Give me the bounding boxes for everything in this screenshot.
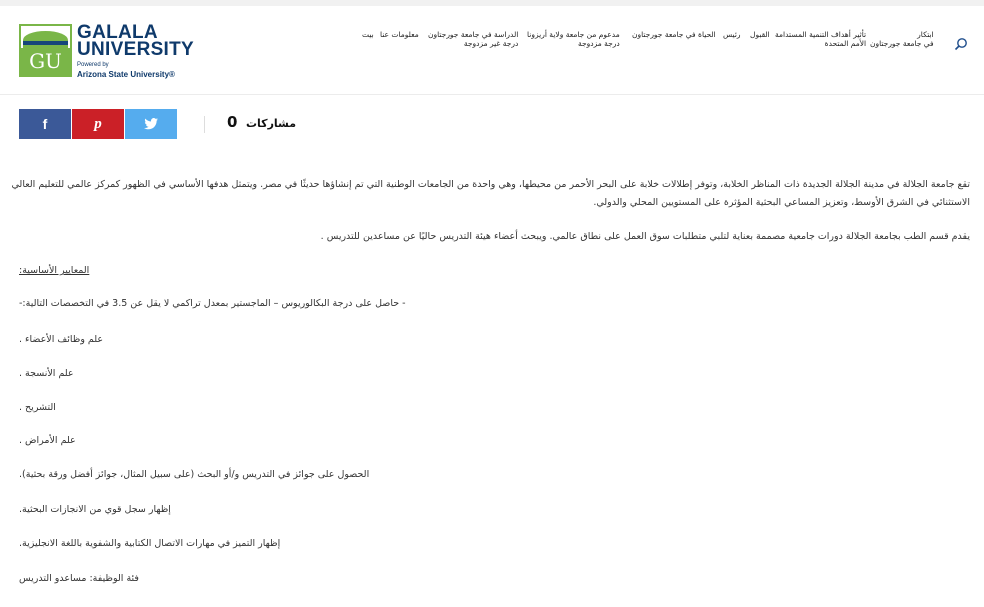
nav-about[interactable]: معلومات عنا <box>380 30 419 39</box>
logo-wave <box>23 41 68 45</box>
logo-name-line1: GALALA <box>77 22 158 43</box>
facebook-share-button[interactable]: f <box>19 109 71 139</box>
logo-name <box>77 24 194 58</box>
nav-sdg-sub: الأمم المتحدة <box>824 39 867 48</box>
twitter-icon <box>144 118 158 130</box>
logo-mark <box>19 24 72 77</box>
intro-paragraph: تقع جامعة الجلالة في مدينة الجلالة الجديدة ذات المناظر الخلابة، وتوفر إطلالات خلابة على البحر الأحمر من محيطها، وهي واحدة من الجامعات الوطنية التي تم إنشاؤها حديثًا في مصر. ويتمثل هدفها الأساسي في الظهور كمركز عالمي للتعليم العالي الاستثنائي في الشرق الأوسط، وتعزيز المساعي البحثية المؤثرة على المستويين المحلي والدولي. <box>11 179 970 208</box>
pinterest-share-button[interactable]: p <box>72 109 124 139</box>
requirement-degree: - حاصل على درجة البكالوريوس – الماجستير بمعدل تراكمي لا يقل عن 3.5 في التخصصات التالية:- <box>19 298 406 309</box>
nav-innovation[interactable] <box>870 30 934 48</box>
site-header <box>0 6 984 95</box>
search-icon[interactable] <box>954 37 968 51</box>
list-item: التشريح . <box>19 402 56 413</box>
nav-sdg-label: تأثير أهداف التنمية المستدامة <box>775 30 867 39</box>
nav-admission[interactable]: القبول <box>750 30 770 39</box>
nav-invite[interactable] <box>527 30 620 48</box>
logo-hill <box>23 31 68 49</box>
nav-home[interactable]: بيت <box>362 30 374 39</box>
list-item: إظهار التميز في مهارات الاتصال الكتابية والشفوية باللغة الانجليزية. <box>19 538 281 549</box>
share-label: مشاركات <box>246 117 297 130</box>
job-category: فئة الوظيفة: مساعدو التدريس <box>19 573 139 584</box>
nav-study-sub: درجة غير مزدوجة <box>463 39 519 48</box>
logo-initials: GU <box>21 48 70 75</box>
criteria-heading: المعايير الأساسية: <box>19 265 90 276</box>
twitter-share-button[interactable] <box>125 109 177 139</box>
university-logo[interactable] <box>19 22 195 86</box>
logo-name-line2: UNIVERSITY <box>77 39 195 60</box>
list-item: الحصول على جوائز في التدريس و/أو البحث (على سبيل المثال، جوائز أفضل ورقة بحثية). <box>19 469 370 480</box>
list-item: إظهار سجل قوي من الانجازات البحثية. <box>19 504 171 515</box>
logo-asu: Arizona State University® <box>77 70 175 79</box>
department-paragraph: يقدم قسم الطب بجامعة الجلالة دورات جامعية مصممة بعناية لتلبي متطلبات سوق العمل على نطاق عالمي. ويبحث أعضاء هيئة التدريس حاليًا عن مساعدين للتدريس . <box>320 231 970 242</box>
nav-sdg[interactable] <box>775 30 866 48</box>
nav-innovation-label: ابتكار <box>917 30 934 39</box>
share-divider <box>204 116 205 133</box>
nav-study[interactable] <box>428 30 518 48</box>
list-item: علم الأمراض . <box>19 435 76 446</box>
nav-life[interactable]: الحياة في جامعة جورجتاون <box>632 30 716 39</box>
nav-invite-sub: درجة مزدوجة <box>577 39 620 48</box>
logo-powered-by: Powered by <box>77 62 109 68</box>
list-item: علم وظائف الأعضاء . <box>19 334 104 345</box>
list-item: علم الأنسجة . <box>19 368 74 379</box>
share-count: 0 <box>227 113 238 131</box>
nav-invite-label: مدعوم من جامعة ولاية أريزونا <box>527 30 620 39</box>
nav-innovation-sub: في جامعة جورجتاون <box>870 39 934 48</box>
nav-president[interactable]: رئيس <box>723 30 741 39</box>
nav-study-label: الدراسة في جامعة جورجتاون <box>428 30 519 39</box>
